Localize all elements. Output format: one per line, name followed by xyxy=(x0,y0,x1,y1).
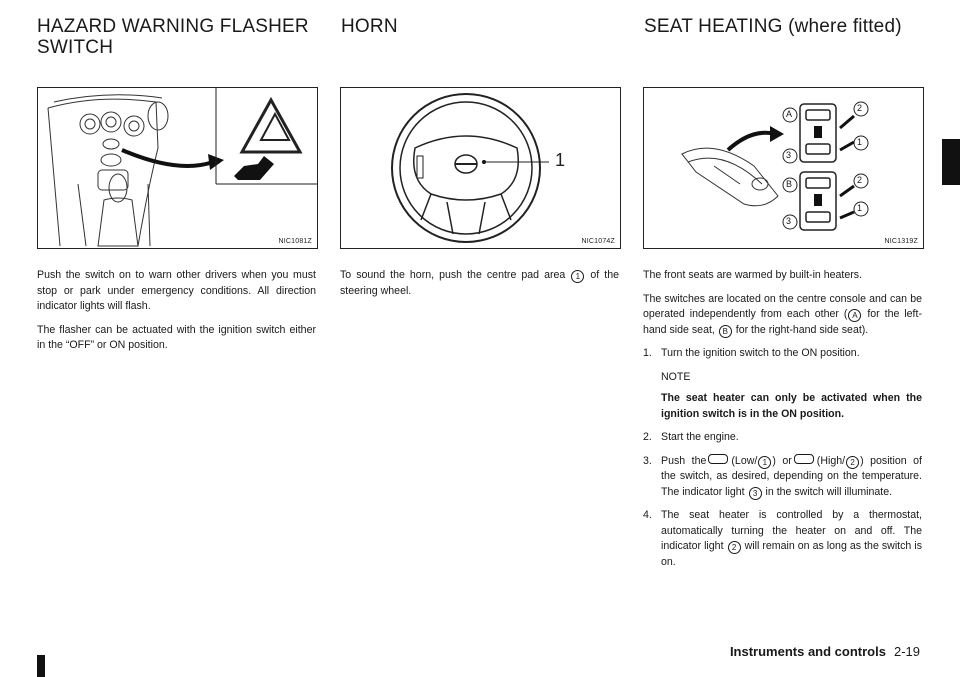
seat-switch-high-icon xyxy=(794,454,814,464)
seat-callout-3-lower: 3 xyxy=(786,216,792,226)
seat-heater-illustration xyxy=(644,88,923,248)
ref-circle-1: 1 xyxy=(758,456,771,469)
note-body: The seat heater can only be activated when the ignition switch is in the ON position. xyxy=(661,392,922,420)
seat-step-3: 3. Push the (Low/ 1 ) or (High/ 2 ) position of the switch, as desired, depending on the temperature. The indicator light 3 in the switch will illuminate. xyxy=(643,454,922,498)
corner-mark xyxy=(37,655,45,677)
seat-callout-3-upper: 3 xyxy=(786,150,792,160)
steering-wheel-illustration xyxy=(341,88,620,248)
figure-code-horn: NIC1074Z xyxy=(581,238,615,245)
seat-step-2: 2. Start the engine. xyxy=(643,431,739,443)
seat-switch-low-icon xyxy=(708,454,728,464)
seat-paragraph-1: The front seats are warmed by built-in heaters. xyxy=(643,269,863,281)
heading-horn: HORN xyxy=(341,16,398,37)
ref-circle-a: A xyxy=(848,309,861,322)
horn-text-column xyxy=(340,268,619,307)
figure-hazard-switch xyxy=(37,87,318,249)
seat-callout-b: B xyxy=(786,179,793,189)
ref-circle-b: B xyxy=(719,325,732,338)
ref-circle-2: 2 xyxy=(846,456,859,469)
figure-code-hazard: NIC1081Z xyxy=(278,238,312,245)
note-title: NOTE xyxy=(661,370,691,383)
hazard-illustration xyxy=(38,88,317,248)
footer-section-title: Instruments and controls xyxy=(729,644,886,659)
horn-paragraph: To sound the horn, push the centre pad area 1 of the steering wheel. xyxy=(340,269,619,297)
seat-callout-a: A xyxy=(786,109,793,119)
seat-text-column xyxy=(643,268,922,578)
ref-circle-1: 1 xyxy=(571,270,584,283)
figure-code-seat: NIC1319Z xyxy=(884,238,918,245)
figure-seat-heater-switches xyxy=(643,87,924,249)
footer-page-number: 2-19 xyxy=(893,644,920,659)
figure-steering-wheel xyxy=(340,87,621,249)
seat-callout-2-lower: 2 xyxy=(857,175,863,185)
seat-step-1: 1. Turn the ignition switch to the ON position. xyxy=(643,347,860,359)
hazard-paragraph-1: Push the switch on to warn other drivers when you must stop or park under emergency conditions. All direction indicator lights will flash. xyxy=(37,269,316,312)
hazard-paragraph-2: The flasher can be actuated with the ignition switch either in the “OFF” or ON position. xyxy=(37,323,316,351)
hazard-text-column xyxy=(37,268,316,362)
ref-circle-2: 2 xyxy=(728,541,741,554)
page-footer xyxy=(730,644,920,659)
seat-step-4: 4. The seat heater is controlled by a thermostat, automatically turning the heater on and off. The indicator light 2 will remain on as long as the switch is on. xyxy=(643,509,922,568)
chapter-tab-marker xyxy=(942,139,960,185)
seat-callout-2-upper: 2 xyxy=(857,103,863,113)
seat-callout-1-upper: 1 xyxy=(857,137,863,147)
seat-callout-1-lower: 1 xyxy=(857,203,863,213)
seat-paragraph-2: The switches are located on the centre console and can be operated independently from each other ( A for the left-hand side seat, B for the right-hand side seat). xyxy=(643,292,922,336)
ref-circle-3: 3 xyxy=(749,487,762,500)
horn-callout-1: 1 xyxy=(555,150,566,170)
seat-note xyxy=(643,370,922,423)
heading-hazard-warning: HAZARD WARNING FLASHER SWITCH xyxy=(37,16,309,58)
heading-seat-heating: SEAT HEATING (where fitted) xyxy=(644,16,902,37)
